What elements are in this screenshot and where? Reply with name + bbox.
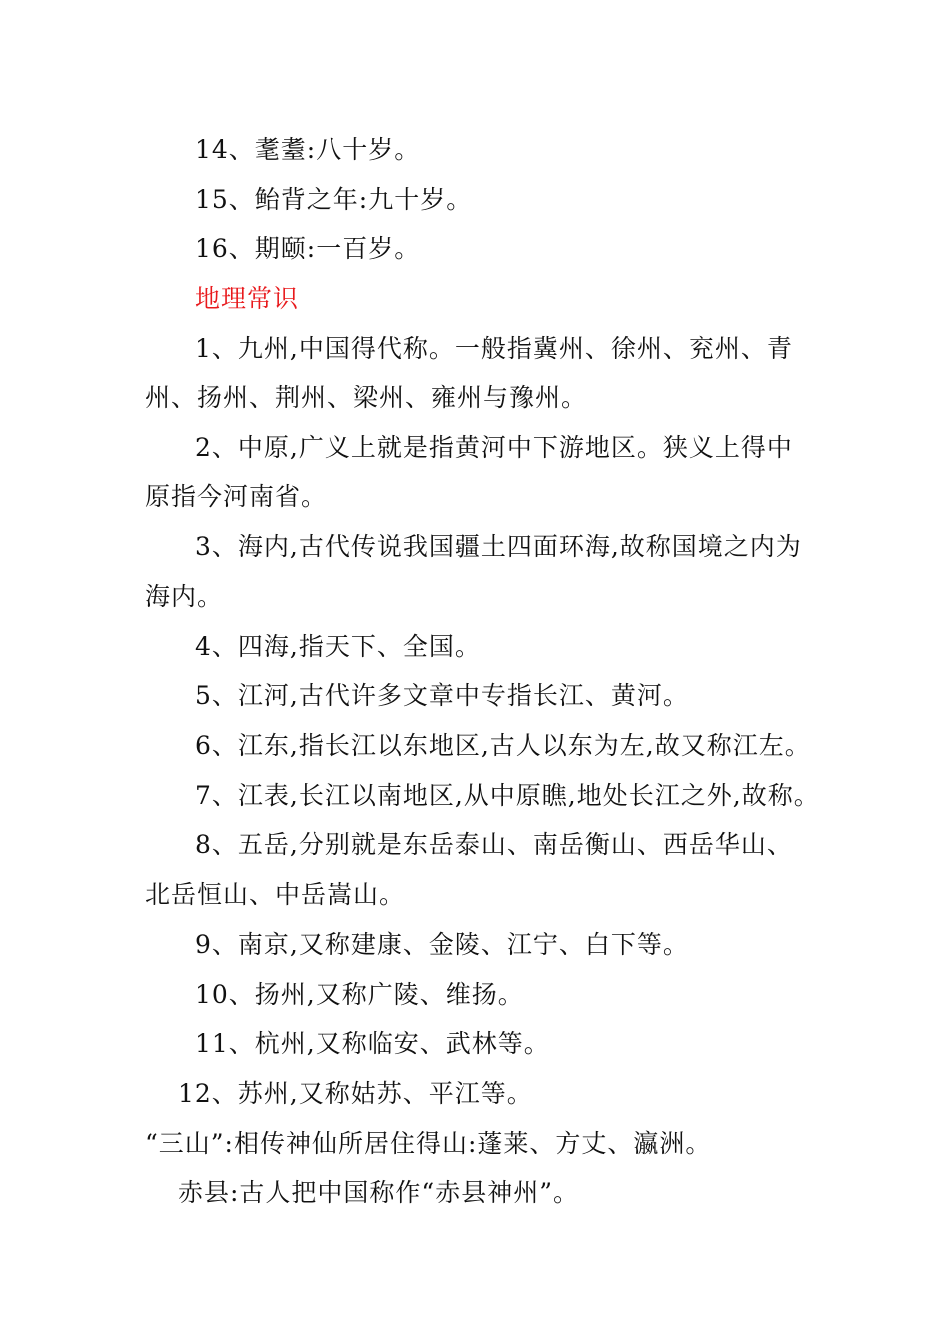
age-term-16: 16、期颐:一百岁。 <box>195 234 421 263</box>
geo-item-11: 11、杭州,又称临安、武林等。 <box>195 1029 550 1058</box>
geo-item-2-line-2: 原指今河南省。 <box>145 482 328 511</box>
geo-item-8-line-2: 北岳恒山、中岳嵩山。 <box>145 880 406 909</box>
geo-item-4: 4、四海,指天下、全国。 <box>195 632 481 661</box>
geo-item-3-line-2: 海内。 <box>145 582 224 611</box>
geo-item-8-line-1: 8、五岳,分别就是东岳泰山、南岳衡山、西岳华山、 <box>195 830 793 859</box>
section-title-geography: 地理常识 <box>195 284 300 313</box>
age-term-14: 14、耄耋:八十岁。 <box>195 135 421 164</box>
geo-item-2-line-1: 2、中原,广义上就是指黄河中下游地区。狭义上得中 <box>195 433 793 462</box>
geo-item-1-line-2: 州、扬州、荆州、梁州、雍州与豫州。 <box>145 383 588 412</box>
geo-item-5: 5、江河,古代许多文章中专指长江、黄河。 <box>195 681 689 710</box>
geo-item-12: 12、苏州,又称姑苏、平江等。 <box>178 1079 533 1108</box>
geo-item-3-line-1: 3、海内,古代传说我国疆土四面环海,故称国境之内为 <box>195 532 802 561</box>
geo-item-1-line-1: 1、九州,中国得代称。一般指冀州、徐州、兖州、青 <box>195 334 793 363</box>
geo-item-6: 6、江东,指长江以东地区,古人以东为左,故又称江左。 <box>195 731 811 760</box>
geo-item-10: 10、扬州,又称广陵、维扬。 <box>195 980 524 1009</box>
geo-item-7: 7、江表,长江以南地区,从中原瞧,地处长江之外,故称。 <box>195 781 820 810</box>
chixian-note: 赤县:古人把中国称作“赤县神州”。 <box>178 1178 579 1207</box>
age-term-15: 15、鲐背之年:九十岁。 <box>195 185 473 214</box>
geo-item-9: 9、南京,又称建康、金陵、江宁、白下等。 <box>195 930 689 959</box>
sanshan-note: “三山”:相传神仙所居住得山:蓬莱、方丈、瀛洲。 <box>145 1129 712 1158</box>
